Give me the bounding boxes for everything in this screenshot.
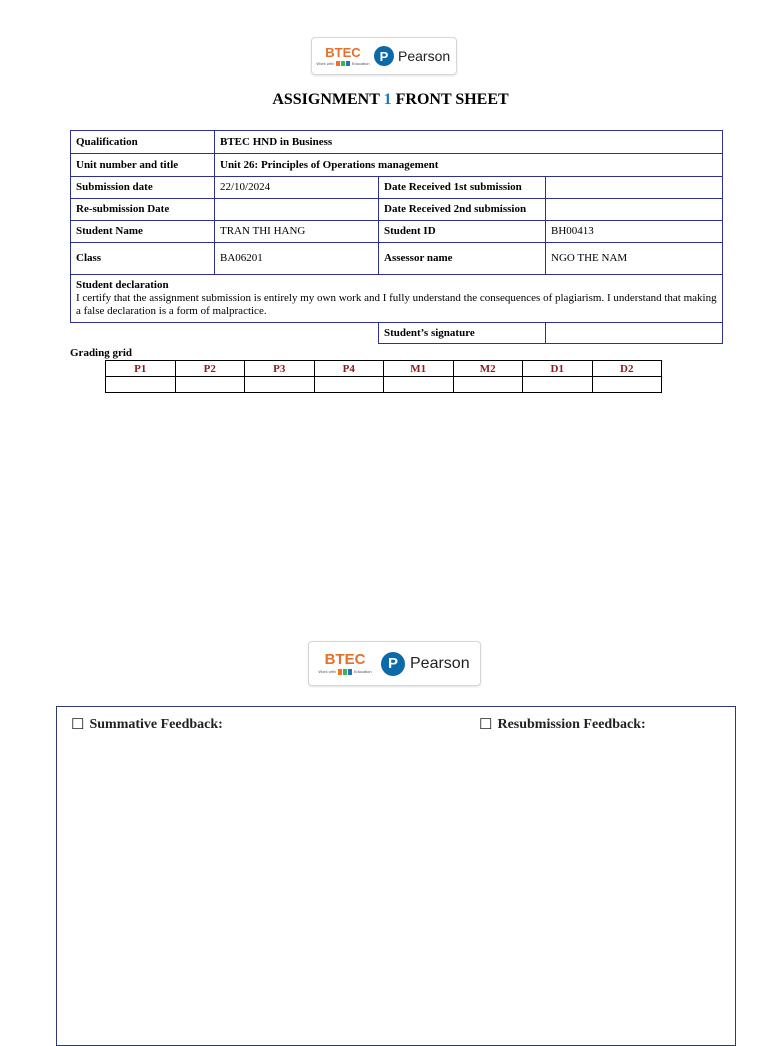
page-title: [0, 91, 768, 109]
qualification-label: Qualification: [71, 131, 215, 154]
grading-grid-label: Grading grid: [70, 347, 133, 359]
btec-pearson-logo-bottom: [308, 641, 481, 686]
student-name-label: Student Name: [71, 221, 215, 243]
table-row: [71, 154, 723, 177]
table-row: [71, 177, 723, 199]
btec-tail: Education: [351, 60, 370, 66]
date-received-2-value: [546, 199, 723, 221]
resubmission-date-label: Re-submission Date: [71, 199, 215, 221]
submission-date-label: Submission date: [71, 177, 215, 199]
pearson-logo-text: Pearson: [398, 48, 451, 64]
assessor-label: Assessor name: [379, 243, 546, 275]
grade-cell-p1: [106, 377, 176, 393]
class-label: Class: [71, 243, 215, 275]
title-prefix: ASSIGNMENT: [272, 91, 380, 108]
table-row: [71, 199, 723, 221]
pearson-icon: P: [374, 46, 394, 66]
resubmission-feedback-heading: [479, 715, 646, 734]
date-received-1-value: [546, 177, 723, 199]
table-row: [71, 243, 723, 275]
signature-value: [546, 323, 723, 344]
submission-date-value: 22/10/2024: [215, 177, 379, 199]
grade-header-p4: P4: [314, 361, 384, 377]
grade-cell-d2: [592, 377, 662, 393]
title-suffix: FRONT SHEET: [395, 91, 509, 108]
btec-subtext: Work with: [316, 60, 334, 66]
btec-logo: [312, 46, 374, 66]
grade-header-p2: P2: [175, 361, 245, 377]
student-id-value: BH00413: [546, 221, 723, 243]
pearson-logo: [374, 46, 450, 66]
feedback-box: [56, 706, 736, 1046]
grading-value-row: [106, 377, 662, 393]
student-id-label: Student ID: [379, 221, 546, 243]
resubmission-date-value: [215, 199, 379, 221]
btec-subtext: Work with: [318, 669, 336, 674]
grade-cell-d1: [523, 377, 593, 393]
signature-label: Student’s signature: [379, 323, 546, 344]
student-name-value: TRAN THI HANG: [215, 221, 379, 243]
declaration-title: Student declaration: [76, 279, 169, 291]
btec-pearson-logo: [311, 37, 457, 75]
grade-cell-m2: [453, 377, 523, 393]
table-row: [71, 131, 723, 154]
grade-cell-p2: [175, 377, 245, 393]
grading-grid: [105, 360, 662, 393]
summative-feedback-label: Summative Feedback:: [89, 716, 223, 732]
btec-tail: Education: [353, 669, 372, 674]
btec-logo-subtext: [318, 669, 371, 675]
table-row: [71, 221, 723, 243]
front-sheet-table: [70, 130, 723, 344]
btec-logo: [309, 652, 381, 675]
declaration-text: I certify that the assignment submission is entirely my own work and I fully understand the consequences of plagiarism. I understand that making a false declaration is a form of malpractice.: [76, 292, 717, 317]
grade-header-d2: D2: [592, 361, 662, 377]
btec-logo-subtext: [316, 61, 369, 66]
fpt-logo-icon: [336, 61, 350, 66]
grade-cell-p3: [245, 377, 315, 393]
unit-value: Unit 26: Principles of Operations management: [215, 154, 723, 177]
assessor-value: NGO THE NAM: [546, 243, 723, 275]
class-value: BA06201: [215, 243, 379, 275]
grading-header-row: [106, 361, 662, 377]
grade-cell-m1: [384, 377, 454, 393]
title-number: 1: [383, 91, 392, 108]
grade-header-m2: M2: [453, 361, 523, 377]
pearson-icon: P: [381, 652, 405, 676]
declaration-cell: [71, 275, 723, 323]
table-row: [71, 275, 723, 323]
grade-header-p3: P3: [245, 361, 315, 377]
summative-feedback-heading: [71, 715, 223, 734]
checkbox-icon[interactable]: ☐: [71, 717, 85, 733]
btec-logo-text: BTEC: [325, 45, 361, 60]
signature-spacer: [71, 323, 379, 344]
unit-label: Unit number and title: [71, 154, 215, 177]
grade-cell-p4: [314, 377, 384, 393]
date-received-2-label: Date Received 2nd submission: [379, 199, 546, 221]
checkbox-icon[interactable]: ☐: [479, 717, 493, 733]
btec-logo-text: BTEC: [324, 651, 366, 668]
table-row: [71, 323, 723, 344]
date-received-1-label: Date Received 1st submission: [379, 177, 546, 199]
grade-header-d1: D1: [523, 361, 593, 377]
fpt-logo-icon: [338, 669, 352, 675]
qualification-value: BTEC HND in Business: [215, 131, 723, 154]
resubmission-feedback-label: Resubmission Feedback:: [497, 716, 646, 732]
pearson-logo-text: Pearson: [410, 654, 470, 672]
grade-header-p1: P1: [106, 361, 176, 377]
grade-header-m1: M1: [384, 361, 454, 377]
pearson-logo: [381, 652, 470, 676]
